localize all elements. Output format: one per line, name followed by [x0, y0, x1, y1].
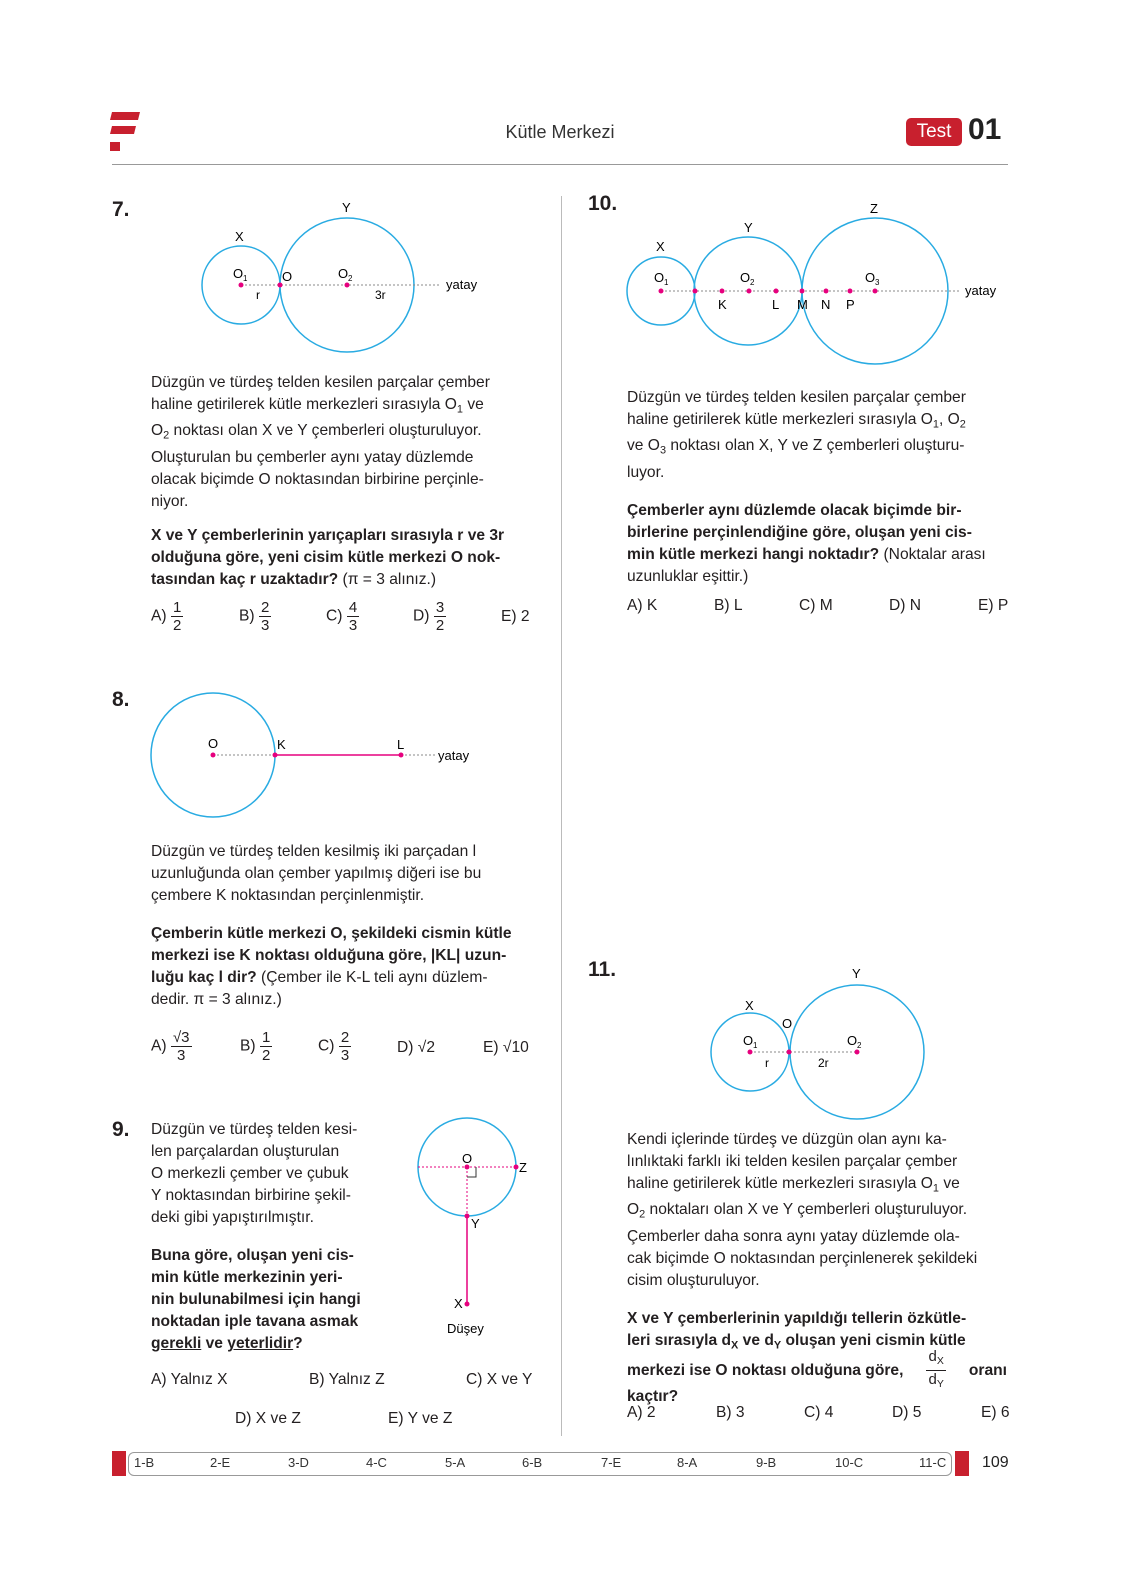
- label-l: L: [772, 297, 780, 312]
- question-11-text: Kendi içlerinde türdeş ve düzgün olan aynı ka- lınlıktaki farklı iki telden kesilen parçalar çember haline getirilerek kütle merkezleri sırasıyla $O_1$ ve $O_2$ noktaları olan X ve Y çemberleri oluşturuluyor. Çemberler daha sonra aynı yatay düzlemde ola- cak biçimde O noktasından perçinlenerek şekildeki cisim oluşturuluyor. X ve Y çemberlerinin yapıldığı tellerin özkütle- leri sırasıyla $d_X$ ve $d_Y$ oluşan yeni cismin kütle merkezi ise O noktası olduğuna göre, $\frac{d_X}{d_Y}$ oranı kaçtır?: [627, 1131, 1007, 1405]
- label-o1-sub: 1: [243, 274, 248, 283]
- label-r: r: [256, 288, 260, 302]
- question-11-number: 11.: [588, 958, 617, 981]
- answer-bar-right-accent: [955, 1451, 969, 1476]
- q8-option-e[interactable]: E) √10: [483, 1039, 529, 1056]
- q7-option-a[interactable]: A) $\frac{1}{2}$: [151, 599, 182, 634]
- label-o2-sub: 2: [750, 278, 755, 287]
- q11-option-b[interactable]: B) 3: [716, 1404, 745, 1421]
- q7-option-e[interactable]: E) 2: [501, 608, 530, 625]
- label-y: Y: [471, 1216, 480, 1231]
- label-o: O: [282, 269, 293, 284]
- q10-option-c[interactable]: C) M: [799, 597, 833, 614]
- header-divider: [112, 164, 1008, 165]
- label-o1-sub: 1: [753, 1041, 758, 1050]
- question-7-text: Düzgün ve türdeş telden kesilen parçalar çember haline getirilerek kütle merkezleri sırasıyla $O_1$ ve $O_2$ noktası olan X ve Y çemberleri oluşturuluyor. Oluşturulan bu çemberler aynı yatay düzlemde olacak biçimde O noktasından birbirine perçinle- niyor. X ve Y çemberlerinin yarıçapları sırasıyla r ve 3r olduğuna göre, yeni cisim kütle merkezi O nok- tasından kaç r uzaktadır? (π = 3 alınız.): [151, 374, 505, 588]
- label-l: L: [397, 737, 405, 752]
- label-m: M: [797, 297, 808, 312]
- answer-item: 4-C: [366, 1455, 387, 1470]
- label-3r: 3r: [375, 288, 386, 302]
- label-n: N: [821, 297, 831, 312]
- question-9-figure: [410, 1114, 540, 1344]
- label-o: O: [782, 1016, 793, 1031]
- label-o1: O: [743, 1033, 754, 1048]
- q8-option-c[interactable]: C) $\frac{2}{3}$: [318, 1029, 350, 1064]
- q9-option-b[interactable]: B) Yalnız Z: [309, 1371, 385, 1388]
- q11-option-e[interactable]: E) 6: [981, 1404, 1010, 1421]
- label-o3: O: [865, 270, 876, 285]
- label-y: Y: [342, 200, 351, 215]
- question-7-number: 7.: [112, 198, 130, 221]
- label-o2-sub: 2: [348, 274, 353, 283]
- answer-item: 11-C: [919, 1455, 947, 1470]
- label-p: P: [846, 297, 855, 312]
- label-y: Y: [744, 220, 753, 235]
- answer-item: 3-D: [288, 1455, 309, 1470]
- answer-item: 7-E: [601, 1455, 622, 1470]
- label-x: X: [745, 998, 754, 1013]
- q7-option-d[interactable]: D) $\frac{3}{2}$: [413, 599, 445, 634]
- q10-option-d[interactable]: D) N: [889, 597, 922, 614]
- label-o2-sub: 2: [857, 1041, 862, 1050]
- q7-option-b[interactable]: B) $\frac{2}{3}$: [239, 599, 270, 634]
- label-dusey: Düşey: [447, 1321, 484, 1336]
- label-o: O: [208, 736, 219, 751]
- label-o2: O: [847, 1033, 858, 1048]
- label-o1: O: [654, 270, 665, 285]
- q9-option-c[interactable]: C) X ve Y: [466, 1371, 533, 1388]
- question-9-number: 9.: [112, 1118, 130, 1141]
- label-yatay: yatay: [446, 277, 478, 292]
- question-8-number: 8.: [112, 688, 130, 711]
- q10-option-e[interactable]: E) P: [978, 597, 1009, 614]
- q9-option-e[interactable]: E) Y ve Z: [388, 1410, 453, 1427]
- label-yatay: yatay: [438, 748, 470, 763]
- q8-option-d[interactable]: D) √2: [397, 1039, 436, 1056]
- page-title: Kütle Merkezi: [505, 122, 615, 142]
- answer-item: 8-A: [677, 1455, 698, 1470]
- q11-option-c[interactable]: C) 4: [804, 1404, 834, 1421]
- publisher-logo: [110, 112, 142, 152]
- label-k: K: [718, 297, 727, 312]
- label-z: Z: [519, 1160, 527, 1175]
- label-o: O: [462, 1151, 473, 1166]
- label-x: X: [235, 229, 244, 244]
- label-x: X: [454, 1296, 463, 1311]
- test-number: 01: [968, 113, 1002, 146]
- q8-option-a[interactable]: A) $\frac{√3}{3}$: [151, 1029, 190, 1064]
- q11-option-a[interactable]: A) 2: [627, 1404, 656, 1421]
- label-2r: 2r: [818, 1056, 829, 1070]
- question-8-text: Düzgün ve türdeş telden kesilmiş iki parçadan l uzunluğunda olan çember yapılmış diğeri ise bu çembere K noktasından perçinlenmiştir. Çemberin kütle merkezi O, şekildeki cismin kütle merkezi ise K noktası olduğuna göre, |KL| uzun- luğu kaç l dir? (Çember ile K-L teli aynı düzlem- dedir. π = 3 alınız.): [151, 843, 512, 1008]
- q11-option-d[interactable]: D) 5: [892, 1404, 922, 1421]
- label-x: X: [656, 239, 665, 254]
- answer-item: 10-C: [835, 1455, 864, 1470]
- answer-item: 6-B: [522, 1455, 543, 1470]
- q9-option-d[interactable]: D) X ve Z: [235, 1410, 301, 1427]
- q10-option-b[interactable]: B) L: [714, 597, 743, 614]
- label-y: Y: [852, 966, 861, 981]
- question-10-text: Düzgün ve türdeş telden kesilen parçalar çember haline getirilerek kütle merkezleri sırasıyla $O_1$, $O_2$ ve $O_3$ noktası olan X, Y ve Z çemberleri oluşturu- luyor. Çemberler aynı düzlemde olacak biçimde bir- birlerine perçinlendiğine göre, oluşan yeni cis- min kütle merkezi hangi noktadır? (Noktalar arası uzunluklar eşittir.): [627, 389, 986, 585]
- question-10-figure: [620, 195, 1015, 370]
- question-7-figure: [195, 195, 495, 360]
- q10-option-a[interactable]: A) K: [627, 597, 658, 614]
- answer-item: 1-B: [134, 1455, 155, 1470]
- label-r: r: [765, 1056, 769, 1070]
- page-number: 109: [982, 1454, 1009, 1471]
- label-o2: O: [740, 270, 751, 285]
- label-yatay: yatay: [965, 283, 997, 298]
- label-k: K: [277, 737, 286, 752]
- test-badge: Test: [906, 118, 962, 146]
- answer-item: 9-B: [756, 1455, 777, 1470]
- q9-option-a[interactable]: A) Yalnız X: [151, 1371, 228, 1388]
- q7-option-c[interactable]: C) $\frac{4}{3}$: [326, 599, 358, 634]
- label-o1: O: [233, 266, 244, 281]
- answer-item: 5-A: [445, 1455, 466, 1470]
- label-z: Z: [870, 201, 878, 216]
- label-o1-sub: 1: [664, 278, 669, 287]
- question-9-text: Düzgün ve türdeş telden kesi- len parçalardan oluşturulan O merkezli çember ve çubuk Y noktasından birbirine şekil- deki gibi yapıştırılmıştır. Buna göre, oluşan yeni cis- min kütle merkezinin yeri- nin bulunabilmesi için hangi noktadan iple tavana asmak gerekli ve yeterlidir?: [151, 1121, 361, 1352]
- column-divider: [561, 196, 562, 1436]
- answer-bar-left-accent: [112, 1451, 126, 1476]
- question-10-number: 10.: [588, 192, 618, 215]
- question-11-figure: [705, 960, 935, 1125]
- question-8-figure: [145, 685, 485, 825]
- label-o3-sub: 3: [875, 278, 880, 287]
- answer-item: 2-E: [210, 1455, 231, 1470]
- q8-option-b[interactable]: B) $\frac{1}{2}$: [240, 1029, 271, 1064]
- label-o2: O: [338, 266, 349, 281]
